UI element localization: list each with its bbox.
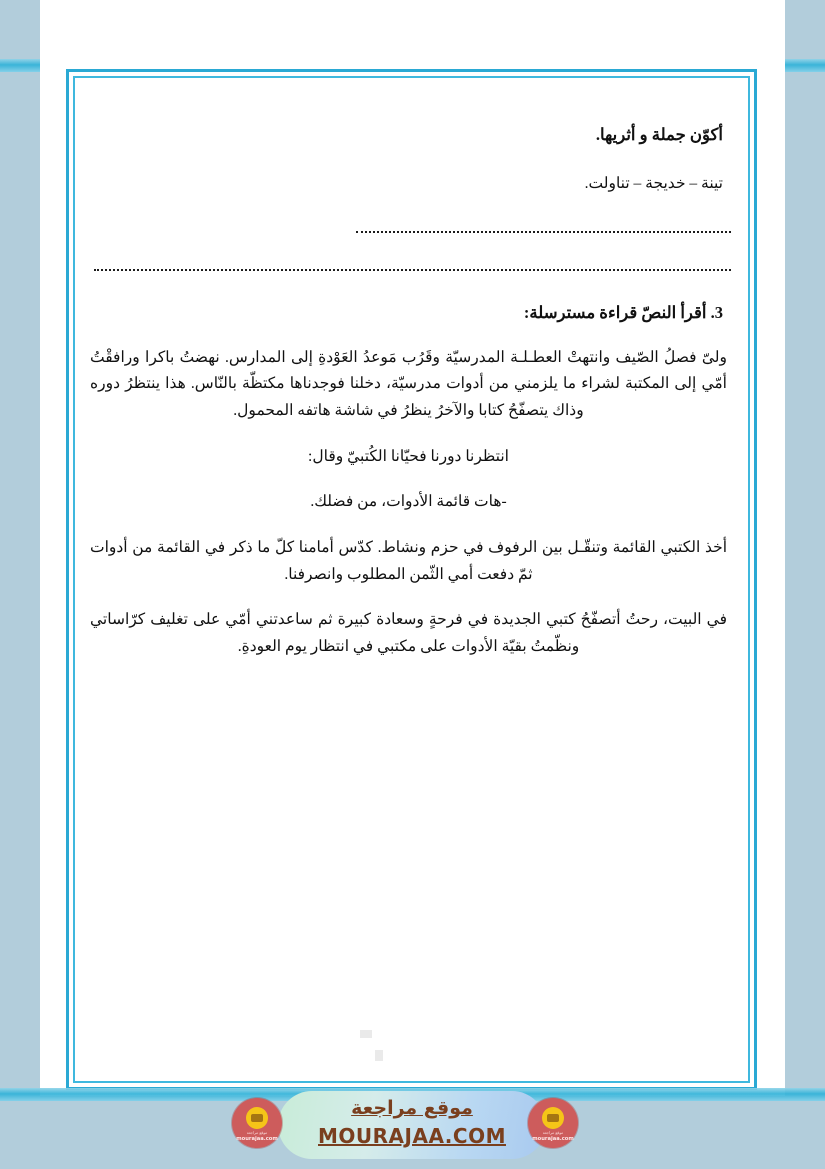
reading-paragraph-2: انتظرنا دورنا فحيّانا الكُتبيّ وقال: bbox=[308, 447, 509, 465]
reading-paragraph-1: ولىّ فصلُ الصّيف وانتهتْ العطـلـة المدرسيّة وقَرُب مَوعدُ العَوْدةِ إلى المدارس. نهضتُ باكرا ورافقْتُ أمّي إلى المكتبة لشراء ما يلزمني من أدوات مدرسيّة، دخلنا فوجدناها مكتظّة بالنّاس. هذا ينتظرُ دوره وذاك يتصفّحُ كتابا والآخرُ ينظرُ في شاشة هاتفه المحمول. bbox=[90, 348, 727, 420]
reading-paragraph-4: في البيت، رحتُ أتصفّحُ كتبي الجديدة في فرحةٍ وسعادة كبيرة ثم ساعدتني أمّي على تغليف كرّاساتي ونظّمتُ بقيّة الأدوات على مكتبي في انتظار يوم العودةِ. bbox=[90, 611, 727, 655]
badge-caption-arabic: موقع مراجعة bbox=[246, 1130, 268, 1135]
site-badge-right-bottom bbox=[528, 1098, 578, 1148]
section-heading-reading: 3. أقرأ النصّ قراءة مسترسلة: bbox=[523, 303, 723, 322]
scan-artifact-lower bbox=[375, 1050, 383, 1061]
banner-domain-label-bottom: MOURAJAA.COM bbox=[318, 1123, 506, 1148]
bottom-watermark-banner bbox=[0, 1083, 825, 1169]
badge-caption-domain: mourajaa.com bbox=[236, 1135, 278, 1142]
answer-line-2[interactable] bbox=[94, 255, 731, 271]
exercise-title: أكوّن جملة و أثريها. bbox=[595, 125, 723, 144]
answer-line-1[interactable] bbox=[356, 217, 731, 233]
scan-artifact-upper bbox=[360, 1030, 372, 1038]
reading-paragraph-3: أخذ الكتبي القائمة وتنقّـل بين الرفوف في حزم ونشاط. كدّس أمامنا كلّ ما ذكر في القائمة من أدوات ثمّ دفعت أمي الثّمن المطلوب وانصرفنا. bbox=[90, 539, 727, 583]
document-body bbox=[86, 90, 731, 1070]
badge-caption-domain: mourajaa.com bbox=[532, 1135, 574, 1142]
badge-caption-bottom-right bbox=[528, 1131, 578, 1142]
badge-logo-icon bbox=[246, 1107, 268, 1129]
badge-caption-bottom-left bbox=[232, 1131, 282, 1142]
badge-logo-icon bbox=[542, 1107, 564, 1129]
badge-caption-arabic: موقع مراجعة bbox=[542, 1130, 564, 1135]
exercise-word-list: تينة – خديجة – تناولت. bbox=[584, 174, 723, 192]
site-badge-left-bottom bbox=[232, 1098, 282, 1148]
answer-lines-group bbox=[86, 217, 731, 271]
banner-arabic-label-bottom: موقع مراجعة bbox=[351, 1097, 473, 1119]
banner-text-bottom bbox=[278, 1095, 546, 1150]
reading-dialogue-line: -هات قائمة الأدوات، من فضلك. bbox=[310, 493, 507, 511]
